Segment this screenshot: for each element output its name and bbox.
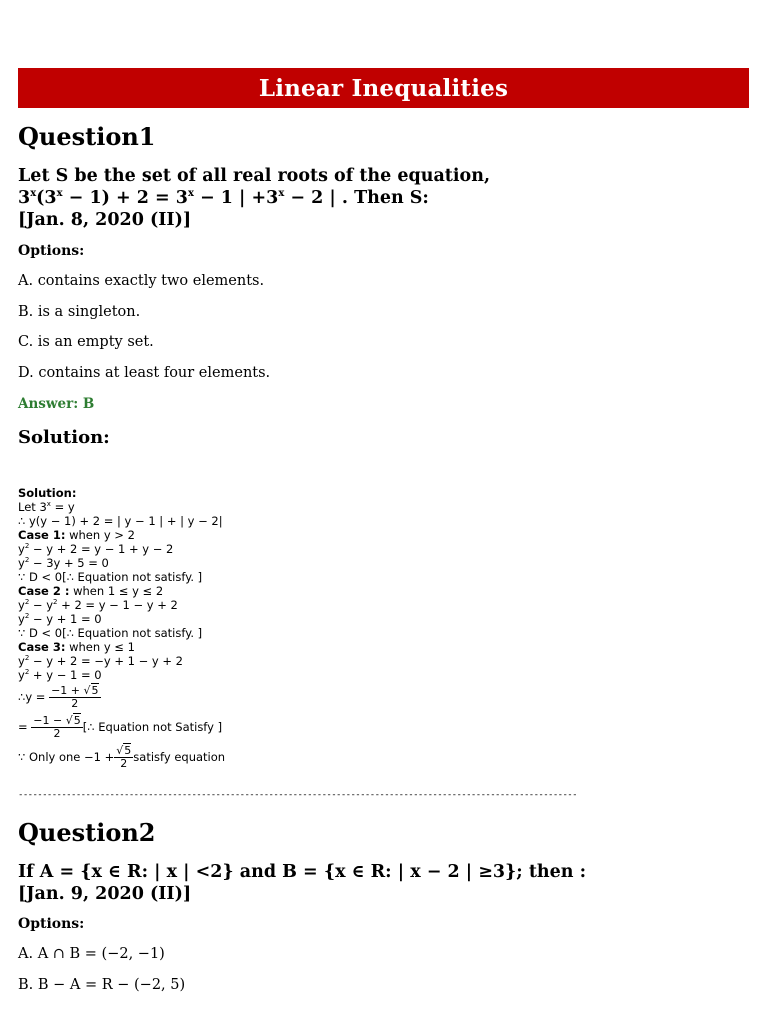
solution-line: ∴ y(y − 1) + 2 = | y − 1 | + | y − 2|	[18, 514, 223, 528]
solution-case-3: Case 3: when y ≤ 1	[18, 640, 135, 654]
question2-heading: Question2	[18, 818, 156, 847]
question1-options-label: Options:	[18, 243, 85, 259]
chapter-banner	[18, 68, 749, 108]
solution-line: $y^2 - y + 1 = 0$	[18, 612, 102, 626]
solution-fraction-line: ∴y = $\frac{-1 + √5}{2}$	[18, 683, 99, 710]
question2-source: [Jan. 9, 2020 (II)]	[18, 884, 192, 904]
question1-option-c: C. is an empty set.	[18, 334, 154, 350]
solution-case-1: Case 1: when y > 2	[18, 528, 135, 542]
solution-line: Let $3^x = y$	[18, 500, 75, 514]
question1-option-b: B. is a singleton.	[18, 304, 141, 320]
solution-fraction-line: = $\frac{-1 - √5}{2}$ [∴ Equation not Satisfy ]	[18, 713, 223, 740]
question2-option-a: A. A ∩ B = (−2, −1)	[18, 946, 165, 962]
fraction: $\frac{-1 - √5}{2}$	[33, 713, 81, 740]
question2-option-b: B. B − A = R − (−2, 5)	[18, 977, 186, 993]
question1-source: [Jan. 8, 2020 (II)]	[18, 210, 192, 230]
section-divider: --------------------------------------------------------------------------------------------------------------------	[18, 790, 577, 800]
fraction: $\frac{-1 + √5}{2}$	[51, 683, 99, 710]
question1-option-a: A. contains exactly two elements.	[18, 273, 265, 289]
question2-text-line1: If A = {x ∈ R: | x | <2} and B = {x ∈ R: | x − 2 | ≥3}; then :	[18, 862, 587, 882]
question1-equation: $3^x(3^x - 1) + 2 = 3^x - 1$ | $+3^x - 2$ | . Then S:	[18, 188, 429, 208]
solution-line: ∵ D < 0[∴ Equation not satisfy. ]	[18, 570, 203, 584]
solution-line: $y^2 - 3y + 5 = 0$	[18, 556, 109, 570]
question1-solution-heading: Solution:	[18, 427, 110, 448]
solution-case-2: Case 2 : when 1 ≤ y ≤ 2	[18, 584, 164, 598]
fraction: $\frac{√5}{2}$	[116, 743, 132, 770]
solution-fraction-line: ∵ Only one −1 + $\frac{√5}{2}$ satisfy equation	[18, 743, 226, 770]
question1-heading: Question1	[18, 122, 156, 151]
solution-line: $y^2 + y - 1 = 0$	[18, 668, 102, 682]
solution-title: Solution:	[18, 486, 77, 500]
question1-text-line1: Let S be the set of all real roots of the equation,	[18, 166, 491, 186]
question2-options-label: Options:	[18, 916, 85, 932]
question1-solution-body	[18, 486, 418, 772]
question1-answer: Answer: B	[18, 396, 95, 412]
solution-line: ∵ D < 0[∴ Equation not satisfy. ]	[18, 626, 203, 640]
solution-line: $y^2 - y^2 + 2 = y - 1 - y + 2$	[18, 598, 178, 612]
solution-line: $y^2 - y + 2 = y - 1 + y - 2$	[18, 542, 174, 556]
question1-option-d: D. contains at least four elements.	[18, 365, 271, 381]
solution-line: $y^2 - y + 2 = -y + 1 - y + 2$	[18, 654, 183, 668]
chapter-title: Linear Inequalities	[258, 74, 509, 102]
